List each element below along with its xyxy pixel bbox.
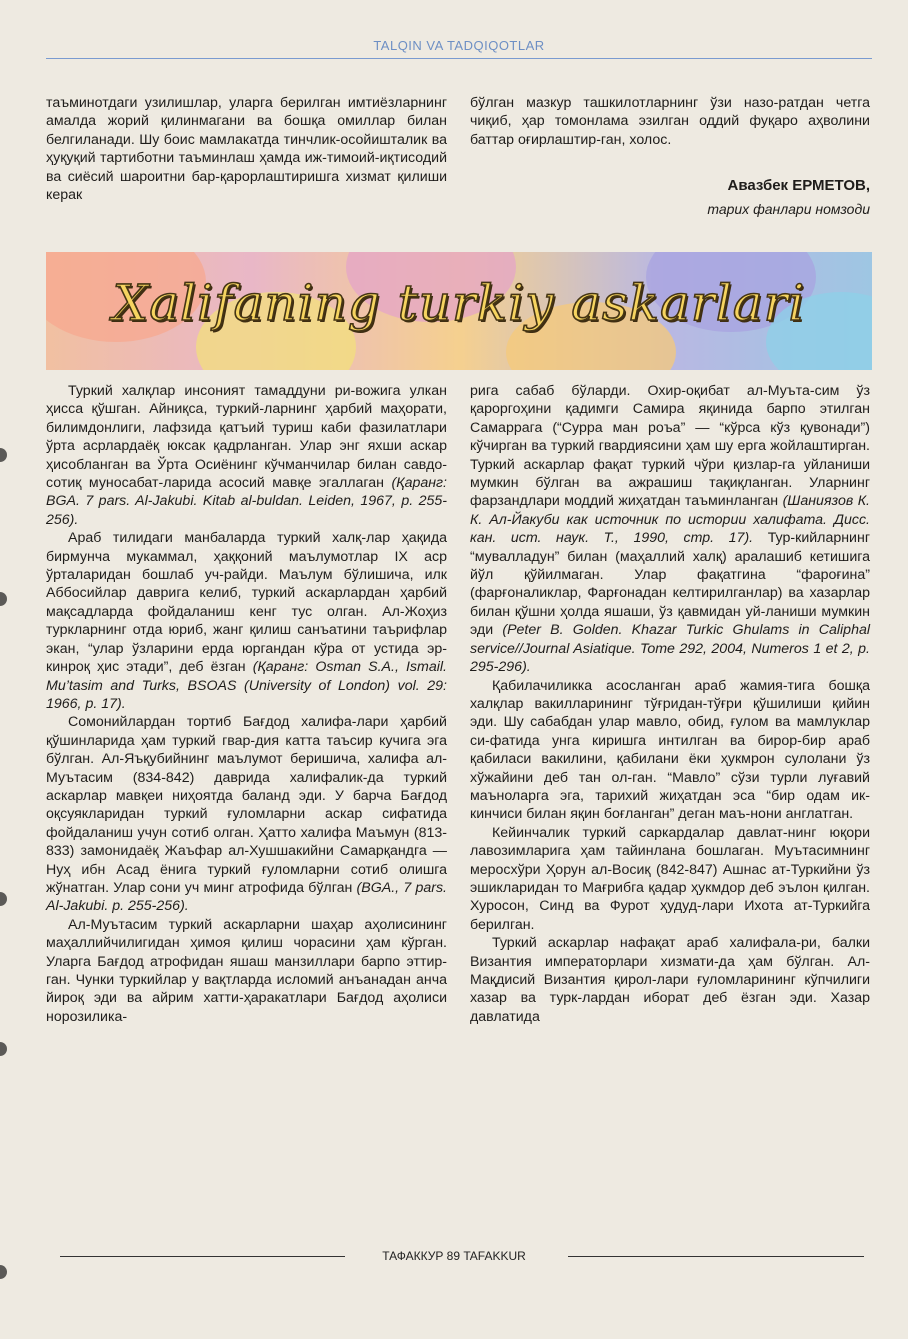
paragraph: Ал-Муътасим туркий аскарларни шаҳар аҳолисининг маҳаллийчилигидан ҳимоя қилиш чорасини ҳам кўрган. Уларга Бағдод атрофидан яшаш манзиллари барпо эттир-ган. Чунки туркийлар у вақтларда исломий анъанадан анча йироқ эди ва айрим хатти-ҳаракатлари Бағдод аҳолиси норозилика-	[46, 916, 447, 1025]
footer-text: ТАФАККУР 89 TAFAKKUR	[374, 1249, 534, 1263]
author-signature	[470, 177, 870, 218]
header-rule	[46, 58, 872, 59]
author-title: тарих фанлари номзоди	[707, 200, 870, 217]
page-footer	[0, 1249, 908, 1263]
article-title-banner	[46, 252, 872, 370]
running-header: TALQIN VA TADQIQOTLAR	[373, 38, 545, 53]
citation: (Шаниязов К. К. Ал-Йакуби как источник по истории халифата. Дисс. кан. ист. наук. Т., 1990, стр. 17).	[470, 493, 870, 547]
paragraph: рига сабаб бўларди. Охир-оқибат ал-Муъта-сим ўз қароргоҳини қадимги Самира яқинида барпо этилган Самаррага (“Сурра ман роъа” — “кўрса кўз қувонади”) кўчирган ва туркий гвардиясини ҳам шу ерга жойлаштирган. Туркий аскарлар фақат туркий чўри қизлар-га уйланиши мумкин бўлган ва ажрашиш тақиқланган. Уларнинг фарзандлари моддий жиҳатдан таъминланган (Шаниязов К. К. Ал-Йакуби как источник по истории халифата. Дисс. кан. ист. наук. Т., 1990, стр. 17). Тур-кийларнинг “мувалладун” билан (маҳаллий халқ) аралашиб кетишига йўл қўйилмаган. Улар фақатгина “фароғина” (фарғоналиклар, Фарғонадан келтирилганлар) ва хазарлар билан қўшни ҳолда яшаши, ўз қавмидан уй-ланиши мумкин эди (Peter B. Golden. Khazar Turkic Ghulams in Caliphal service//Journal Asiatique. Tome 292, 2004, Numeros 1 et 2, p. 295-296).	[470, 383, 870, 676]
citation: (Peter B. Golden. Khazar Turkic Ghulams in Caliphal service//Journal Asiatique. Tome 292, 2004, Numeros 1 et 2, p. 295-296).	[470, 622, 870, 676]
previous-article-text-right: бўлган мазкур ташкилотларнинг ўзи назо-ратдан четга чиқиб, ҳар томонлама эзилган оддий фуқаро аҳволини баттар оғирлаштир-ган, холос.	[470, 95, 870, 148]
previous-article-text-left: таъминотдаги узилишлар, уларга берилган имтиёзларнинг амалда жорий қилинмагани ва бошқа омиллар билан белгиланади. Шу боис мамлакатда тинчлик-осойишталик ва ҳуқуқий тартиботни таъминлаш ҳамда иж-тимоий-иқтисодий ва сиёсий шароитни бар-қарорлаштиришга хизмат қилиши керак	[46, 95, 447, 204]
paragraph: Туркий халқлар инсоният тамаддуни ри-вожига улкан ҳисса қўшган. Айниқса, туркий-ларнинг ҳарбий маҳорати, билимдонлиги, лафзида қатъий туриш каби фазилатлари ўрта асрлардаёқ юксак қадрланган. Улар энг яхши аскар ҳисобланган ва Ўрта Осиёнинг кўчманчилар билан савдо-сотиқ муносабат-ларида асосий мавқе эгаллаган (Қаранг: BGA. 7 pars. Al-Jakubi. Kitab al-buldan. Leiden, 1967, p. 255-256).	[46, 383, 447, 528]
article-left-column	[46, 382, 447, 1026]
previous-article-left-column	[46, 94, 447, 204]
binder-hole	[0, 892, 7, 906]
citation: (Қаранг: BGA. 7 pars. Al-Jakubi. Kitab al-buldan. Leiden, 1967, p. 255-256).	[46, 475, 447, 528]
binder-hole	[0, 448, 7, 462]
paragraph: Кейинчалик туркий саркардалар давлат-нинг юқори лавозимларига ҳам тайинлана бошлаган. Муътасимнинг меросхўри Ҳорун ал-Восиқ (842-847) Ашнас ат-Туркийни ўз эшикларидан то Мағрибга қадар ҳукмдор деб эълон қилган. Хуросон, Синд ва Фурот ҳудуд-лари Ихота ат-Туркийга берилган.	[470, 824, 870, 933]
binder-hole	[0, 1042, 7, 1056]
paragraph: Сомонийлардан тортиб Бағдод халифа-лари ҳарбий қўшинларида ҳам туркий гвар-дия катта таъсир кучига эга бўлган. Ал-Яъқубийнинг маълумот беришича, халифа ал-Муътасим (834-842) даврида халифалик-да туркий аскарлар мавқеи ниҳоятда баланд эди. У барча Бағдод оқсуякларидан туркий ғуломларни аскар сифатида фойдаланиш учун сотиб олган. Ҳатто халифа Маъмун (813-833) замонидаёқ Жаъфар ал-Хушшакийни Самарқандга — Нуҳ ибн Асад ёнига туркий ғуломларни сотиб олишга жўнатган. Улар сони уч минг атрофида бўлган (BGA., 7 pars. Al-Jakubi. p. 255-256).	[46, 714, 447, 915]
binder-hole	[0, 1265, 7, 1279]
paragraph: Туркий аскарлар нафақат араб халифала-ри, балки Византия императорлари хизмати-да ҳам бўлган. Ал-Мақдисий Византия қирол-лари ғуломларининг кўпчилиги хазар ва турк-лардан иборат деб ёзган эди. Хазар давлатида	[470, 935, 870, 1025]
paragraph: Араб тилидаги манбаларда туркий халқ-лар ҳақида бирмунча мукаммал, ҳаққоний маълумотлар IX аср ўрталаридан бошлаб уч-райди. Маълум бўлишича, илк Аббосийлар даврига келиб, туркий аскарлардан ҳарбий мақсадларда фойдаланиш кенг тус олган. Ал-Жоҳиз туркларнинг отда юриб, жанг қилиш санъатини таърифлар экан, “улар ўзларини ерда юргандан кўра от устида эр-кинроқ ҳис этади”, деб ёзган (Қаранг: Osman S.A., Ismail. Mu’tasim and Turks, BSOAS (University of London) vol. 29: 1966, p. 17).	[46, 530, 447, 712]
binder-hole	[0, 592, 7, 606]
article-right-column	[470, 382, 870, 1026]
paragraph: Қабилачиликка асосланган араб жамия-тига бошқа халқлар вакилларининг тўғридан-тўғри қўшилиши қийин эди. Шу сабабдан улар мавло, обид, ғулом ва мамлуклар си-фатида унга киришга интилган ва бирор-бир араб қабиласи вакилини, қабилани ёки ҳукмрон сулолани ўз хўжайини деб тан ол-ган. “Мавло” сўзи турли луғавий маъноларга эга, тарихий жиҳатдан эса “бир одам ик-кинчиси билан яқин боғланган” деган маъ-нони англатган.	[470, 677, 870, 823]
author-name: Авазбек ЕРМЕТОВ,	[727, 177, 870, 195]
previous-article-right-column	[470, 94, 870, 218]
citation: (Қаранг: Osman S.A., Ismail. Mu’tasim and Turks, BSOAS (University of London) vol. 29: 1966, p. 17).	[46, 659, 447, 712]
article-title: Xalifaning turkiy askarlari	[112, 274, 806, 332]
citation: (BGA., 7 pars. Al-Jakubi. p. 255-256).	[46, 879, 447, 915]
